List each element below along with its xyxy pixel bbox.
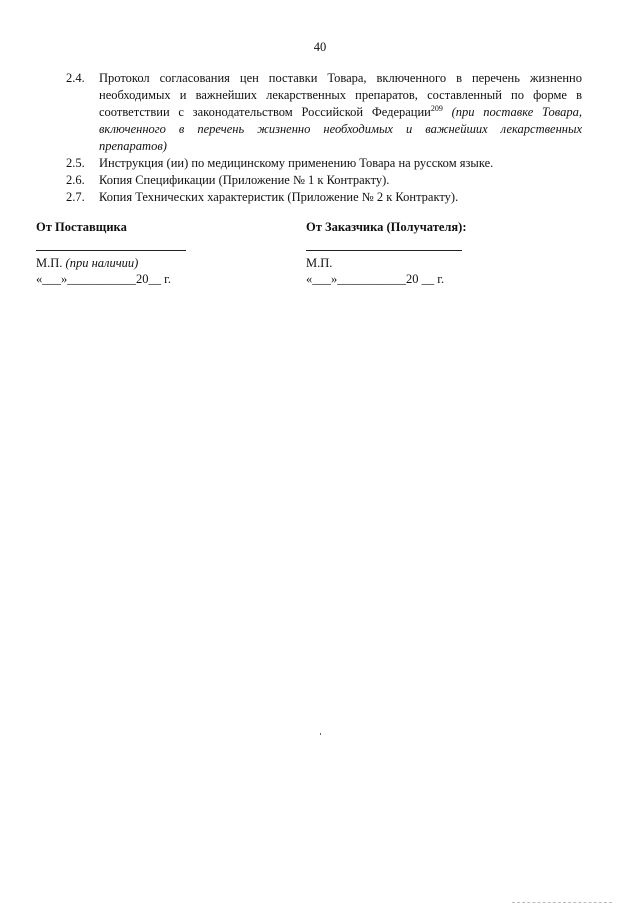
supplier-stamp-label	[36, 255, 196, 271]
customer-date: «___»___________20 __ г.	[306, 272, 445, 286]
list-item	[66, 155, 582, 172]
item-number: 2.5.	[66, 156, 85, 170]
item-text-main: Протокол согласования цен поставки Товара, включенного в перечень жизненно необходимых и важнейших лекарственных препаратов, составленный по форме в соответствии с законодательством Российской Федерации	[99, 71, 582, 119]
item-text: Инструкция (ии) по медицинскому применению Товара на русском языке.	[99, 156, 494, 170]
item-number: 2.4.	[66, 71, 85, 85]
item-text	[99, 70, 582, 155]
supplier-date: «___»___________20__ г.	[36, 272, 171, 286]
item-number: 2.6.	[66, 173, 85, 187]
item-number: 2.7.	[66, 190, 85, 204]
supplier-mp: М.П.	[36, 256, 63, 270]
customer-stamp-label	[306, 255, 476, 271]
list-item	[66, 172, 582, 189]
item-text: Копия Технических характеристик (Приложение № 2 к Контракту).	[99, 190, 459, 204]
scan-edge-mark	[512, 902, 612, 904]
supplier-signature-line	[36, 240, 186, 251]
footnote-ref: 209	[430, 103, 443, 113]
item-text-italic: (при поставке Товара, включенного в перечень жизненно необходимых и важнейших лекарственных препаратов)	[99, 105, 583, 153]
customer-signature-block	[306, 220, 476, 287]
list-item	[66, 189, 582, 206]
scan-speck	[320, 733, 321, 735]
supplier-title: От Поставщика	[36, 220, 127, 234]
supplier-signature-block	[36, 220, 196, 287]
supplier-mp-note: (при наличии)	[65, 256, 139, 270]
customer-title: От Заказчика (Получателя):	[306, 220, 467, 234]
customer-mp: М.П.	[306, 256, 333, 270]
list-item	[66, 70, 582, 155]
customer-signature-line	[306, 240, 462, 251]
document-items-list	[66, 70, 582, 206]
page-number: 40	[313, 40, 327, 54]
item-text: Копия Спецификации (Приложение № 1 к Контракту).	[99, 173, 390, 187]
